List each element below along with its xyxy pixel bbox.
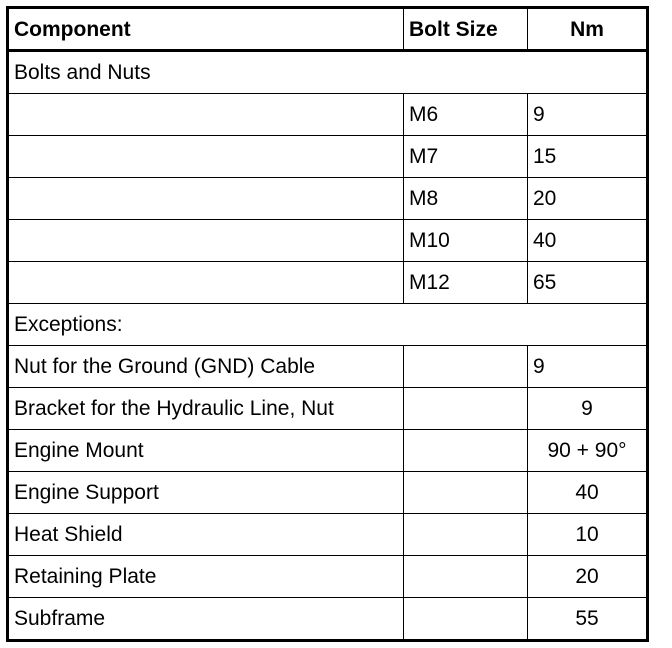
header-row xyxy=(8,8,648,51)
table-row xyxy=(8,472,648,514)
component-cell: Engine Mount xyxy=(8,430,404,472)
torque-cell: 40 xyxy=(528,220,648,262)
torque-specification-table xyxy=(6,6,649,642)
bolt-size-cell xyxy=(404,556,528,598)
section-label-bolts-and-nuts: Bolts and Nuts xyxy=(8,51,648,94)
torque-cell: 65 xyxy=(528,262,648,304)
header-nm: Nm xyxy=(528,8,648,51)
component-cell xyxy=(8,94,404,136)
component-cell: Heat Shield xyxy=(8,514,404,556)
component-cell: Subframe xyxy=(8,598,404,641)
component-cell: Engine Support xyxy=(8,472,404,514)
bolt-size-cell xyxy=(404,388,528,430)
torque-cell: 15 xyxy=(528,136,648,178)
bolt-size-cell xyxy=(404,430,528,472)
bolt-size-cell xyxy=(404,346,528,388)
section-label-exceptions: Exceptions: xyxy=(8,304,648,346)
table-row xyxy=(8,262,648,304)
torque-cell: 9 xyxy=(528,346,648,388)
table-row xyxy=(8,136,648,178)
bolt-size-cell xyxy=(404,514,528,556)
component-cell xyxy=(8,262,404,304)
table-row xyxy=(8,598,648,641)
component-cell xyxy=(8,136,404,178)
table-row xyxy=(8,388,648,430)
component-cell: Retaining Plate xyxy=(8,556,404,598)
torque-cell: 9 xyxy=(528,388,648,430)
torque-cell: 10 xyxy=(528,514,648,556)
bolt-size-cell: M7 xyxy=(404,136,528,178)
bolt-size-cell xyxy=(404,472,528,514)
bolt-size-cell: M6 xyxy=(404,94,528,136)
torque-cell: 9 xyxy=(528,94,648,136)
table-row xyxy=(8,556,648,598)
bolt-size-cell: M10 xyxy=(404,220,528,262)
torque-cell: 40 xyxy=(528,472,648,514)
table-row xyxy=(8,178,648,220)
header-bolt-size: Bolt Size xyxy=(404,8,528,51)
bolt-size-cell xyxy=(404,598,528,641)
torque-cell: 20 xyxy=(528,556,648,598)
section-row-exceptions xyxy=(8,304,648,346)
torque-cell: 90 + 90° xyxy=(528,430,648,472)
header-component: Component xyxy=(8,8,404,51)
table-row xyxy=(8,94,648,136)
table-row xyxy=(8,514,648,556)
table-row xyxy=(8,220,648,262)
torque-cell: 55 xyxy=(528,598,648,641)
component-cell: Bracket for the Hydraulic Line, Nut xyxy=(8,388,404,430)
bolt-size-cell: M12 xyxy=(404,262,528,304)
bolt-size-cell: M8 xyxy=(404,178,528,220)
section-row-bolts-and-nuts xyxy=(8,51,648,94)
table-row xyxy=(8,346,648,388)
component-cell xyxy=(8,220,404,262)
torque-cell: 20 xyxy=(528,178,648,220)
component-cell xyxy=(8,178,404,220)
component-cell: Nut for the Ground (GND) Cable xyxy=(8,346,404,388)
table-row xyxy=(8,430,648,472)
